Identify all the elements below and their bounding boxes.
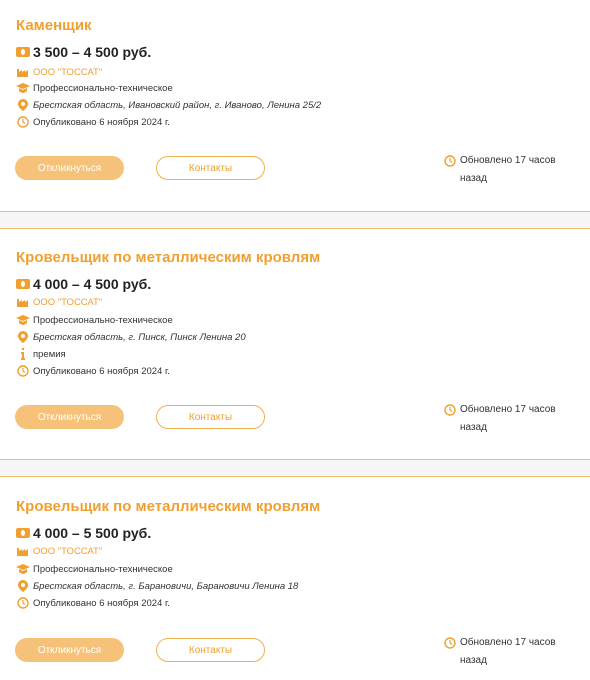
address-text: Брестская область, Ивановский район, г. Иваново, Ленина 25/2 bbox=[33, 99, 322, 111]
money-icon bbox=[16, 279, 30, 289]
vacancy-card bbox=[0, 477, 590, 680]
company-name[interactable]: ООО "ТОССАТ" bbox=[33, 545, 103, 557]
clock-icon bbox=[16, 597, 30, 609]
vacancy-title[interactable]: Кровельщик по металлическим кровлям bbox=[16, 249, 321, 266]
education-text: Профессионально-техническое bbox=[33, 314, 173, 326]
location-pin-icon bbox=[16, 99, 30, 111]
vacancy-title[interactable]: Каменщик bbox=[16, 17, 92, 34]
info-icon bbox=[16, 348, 30, 360]
factory-icon bbox=[16, 296, 30, 308]
contacts-button[interactable]: Контакты bbox=[156, 638, 265, 662]
factory-icon bbox=[16, 545, 30, 557]
card-divider bbox=[0, 211, 590, 229]
address-text: Брестская область, г. Пинск, Пинск Ленина 20 bbox=[33, 331, 246, 343]
updated-info bbox=[444, 401, 580, 437]
vacancy-title[interactable]: Кровельщик по металлическим кровлям bbox=[16, 498, 321, 515]
salary: 4 000 – 4 500 руб. bbox=[33, 276, 152, 292]
updated-text: Обновлено 17 часов назад bbox=[460, 155, 556, 184]
location-pin-icon bbox=[16, 331, 30, 343]
updated-text: Обновлено 17 часов назад bbox=[460, 637, 556, 666]
published-row bbox=[16, 596, 170, 610]
salary: 4 000 – 5 500 руб. bbox=[33, 525, 152, 541]
clock-icon bbox=[444, 152, 458, 170]
education-row bbox=[16, 81, 173, 95]
address-text: Брестская область, г. Барановичи, Барановичи Ленина 18 bbox=[33, 580, 299, 592]
company-row bbox=[16, 295, 102, 309]
address-row bbox=[16, 330, 246, 344]
bonus-text: премия bbox=[33, 348, 66, 360]
published-date: Опубликовано 6 ноября 2024 г. bbox=[33, 365, 170, 377]
education-text: Профессионально-техническое bbox=[33, 82, 173, 94]
clock-icon bbox=[16, 365, 30, 377]
vacancy-card bbox=[0, 0, 590, 212]
company-name[interactable]: ООО "ТОССАТ" bbox=[33, 66, 103, 78]
published-date: Опубликовано 6 ноября 2024 г. bbox=[33, 116, 170, 128]
published-row bbox=[16, 115, 170, 129]
company-row bbox=[16, 65, 102, 79]
contacts-button[interactable]: Контакты bbox=[156, 156, 265, 180]
vacancy-card bbox=[0, 229, 590, 459]
clock-icon bbox=[444, 634, 458, 652]
company-name[interactable]: ООО "ТОССАТ" bbox=[33, 296, 103, 308]
clock-icon bbox=[444, 401, 458, 419]
money-icon bbox=[16, 528, 30, 538]
salary: 3 500 – 4 500 руб. bbox=[33, 44, 152, 60]
published-date: Опубликовано 6 ноября 2024 г. bbox=[33, 597, 170, 609]
bonus-row bbox=[16, 347, 66, 361]
graduation-cap-icon bbox=[16, 563, 30, 575]
published-row bbox=[16, 364, 170, 378]
apply-button[interactable]: Откликнуться bbox=[15, 638, 124, 662]
apply-button[interactable]: Откликнуться bbox=[15, 156, 124, 180]
company-row bbox=[16, 544, 102, 558]
education-row bbox=[16, 313, 173, 327]
clock-icon bbox=[16, 116, 30, 128]
education-text: Профессионально-техническое bbox=[33, 563, 173, 575]
salary-row bbox=[16, 524, 151, 542]
updated-text: Обновлено 17 часов назад bbox=[460, 404, 556, 433]
card-divider bbox=[0, 459, 590, 477]
education-row bbox=[16, 562, 173, 576]
updated-info bbox=[444, 152, 580, 188]
address-row bbox=[16, 579, 298, 593]
apply-button[interactable]: Откликнуться bbox=[15, 405, 124, 429]
money-icon bbox=[16, 47, 30, 57]
location-pin-icon bbox=[16, 580, 30, 592]
salary-row bbox=[16, 275, 151, 293]
graduation-cap-icon bbox=[16, 314, 30, 326]
address-row bbox=[16, 98, 321, 112]
updated-info bbox=[444, 634, 580, 670]
salary-row bbox=[16, 43, 151, 61]
factory-icon bbox=[16, 66, 30, 78]
graduation-cap-icon bbox=[16, 82, 30, 94]
contacts-button[interactable]: Контакты bbox=[156, 405, 265, 429]
